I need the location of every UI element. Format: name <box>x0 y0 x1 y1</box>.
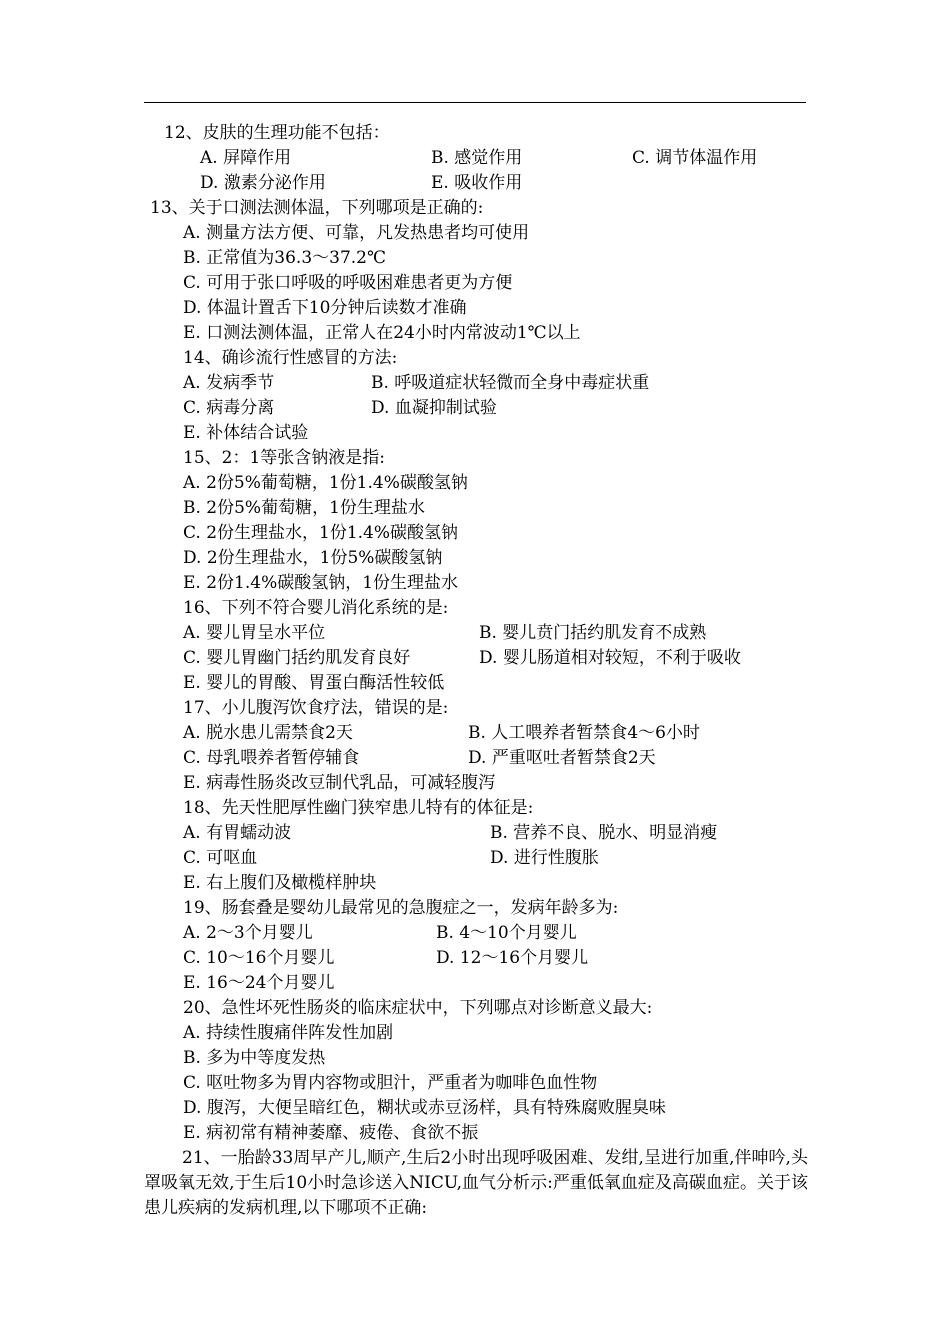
option-row <box>0 321 950 346</box>
option-row <box>0 521 950 546</box>
option-c: C. 调节体温作用 <box>632 148 758 168</box>
option-a: A. 2份5%葡萄糖，1份1.4%碳酸氢钠 <box>183 473 468 493</box>
option-c: C. 2份生理盐水，1份1.4%碳酸氢钠 <box>183 523 459 543</box>
question-16-stem: 16、下列不符合婴儿消化系统的是: <box>183 598 449 618</box>
option-row <box>0 296 950 321</box>
option-row <box>0 1046 950 1071</box>
option-e: E. 16～24个月婴儿 <box>183 973 335 993</box>
question-stem <box>0 896 950 921</box>
question-17-stem: 17、小儿腹泻饮食疗法，错误的是: <box>183 698 449 718</box>
option-row <box>0 1121 950 1146</box>
question-20-stem: 20、急性坏死性肠炎的临床症状中，下列哪点对诊断意义最大: <box>183 998 653 1018</box>
option-row <box>0 646 950 671</box>
option-row <box>0 221 950 246</box>
option-a: A. 有胃蠕动波 <box>183 823 292 843</box>
option-row <box>0 1021 950 1046</box>
option-row <box>0 371 950 396</box>
question-stem <box>0 1146 950 1221</box>
question-stem <box>0 596 950 621</box>
question-18-stem: 18、先天性肥厚性幽门狭窄患儿特有的体征是: <box>183 798 534 818</box>
option-c: C. 可用于张口呼吸的呼吸困难患者更为方便 <box>183 273 513 293</box>
option-b: B. 营养不良、脱水、明显消瘦 <box>490 823 718 843</box>
option-row <box>0 721 950 746</box>
question-15-stem: 15、2：1等张含钠液是指: <box>183 448 385 468</box>
option-c: C. 病毒分离 <box>183 398 275 418</box>
question-21-stem: 21、一胎龄33周早产儿,顺产,生后2小时出现呼吸困难、发绀,呈进行加重,伴呻吟,头罩吸氧无效,于生后10小时急诊送入NICU,血气分析示:严重低氧血症及高碳血症。关于该患儿疾病的发病机理,以下哪项不正确: <box>144 1148 808 1218</box>
option-c: C. 10～16个月婴儿 <box>183 948 335 968</box>
option-row <box>0 771 950 796</box>
option-row <box>0 421 950 446</box>
option-e: E. 口测法测体温，正常人在24小时内常波动1℃以上 <box>183 323 581 343</box>
option-row <box>0 871 950 896</box>
option-d: D. 腹泻，大便呈暗红色，糊状或赤豆汤样，具有特殊腐败腥臭味 <box>183 1098 666 1118</box>
option-b: B. 呼吸道症状轻微而全身中毒症状重 <box>371 373 650 393</box>
option-row <box>0 1096 950 1121</box>
question-13-stem: 13、关于口测法测体温，下列哪项是正确的: <box>150 198 484 218</box>
option-a: A. 测量方法方便、可靠，凡发热患者均可使用 <box>183 223 530 243</box>
option-row <box>0 971 950 996</box>
option-b: B. 正常值为36.3～37.2℃ <box>183 248 387 268</box>
option-row <box>0 396 950 421</box>
option-b: B. 4～10个月婴儿 <box>436 923 577 943</box>
option-c: C. 母乳喂养者暂停辅食 <box>183 748 360 768</box>
option-row <box>0 621 950 646</box>
option-d: D. 激素分泌作用 <box>200 173 326 193</box>
option-d: D. 血凝抑制试验 <box>371 398 497 418</box>
option-e: E. 右上腹们及橄榄样肿块 <box>183 873 377 893</box>
option-row <box>0 496 950 521</box>
option-row <box>0 746 950 771</box>
question-stem <box>0 196 950 221</box>
option-a: A. 屏障作用 <box>200 148 292 168</box>
question-12-stem: 12、皮肤的生理功能不包括： <box>164 123 390 143</box>
option-row <box>0 271 950 296</box>
option-e: E. 补体结合试验 <box>183 423 309 443</box>
option-a: A. 婴儿胃呈水平位 <box>183 623 326 643</box>
header-rule <box>144 102 806 103</box>
option-d: D. 12～16个月婴儿 <box>436 948 589 968</box>
option-row <box>0 171 950 196</box>
option-b: B. 感觉作用 <box>431 148 523 168</box>
option-row <box>0 146 950 171</box>
option-d: D. 进行性腹胀 <box>490 848 599 868</box>
option-b: B. 2份5%葡萄糖，1份生理盐水 <box>183 498 425 518</box>
option-row <box>0 1071 950 1096</box>
question-14-stem: 14、确诊流行性感冒的方法: <box>183 348 398 368</box>
option-c: C. 可呕血 <box>183 848 258 868</box>
question-stem <box>0 446 950 471</box>
option-row <box>0 471 950 496</box>
question-stem <box>0 796 950 821</box>
option-e: E. 病初常有精神萎靡、疲倦、食欲不振 <box>183 1123 479 1143</box>
option-d: D. 严重呕吐者暂禁食2天 <box>468 748 656 768</box>
option-a: A. 脱水患儿需禁食2天 <box>183 723 353 743</box>
option-row <box>0 921 950 946</box>
option-c: C. 呕吐物多为胃内容物或胆汁，严重者为咖啡色血性物 <box>183 1073 598 1093</box>
exam-document <box>0 121 950 1221</box>
option-row <box>0 846 950 871</box>
option-d: D. 体温计置舌下10分钟后读数才准确 <box>183 298 467 318</box>
option-b: B. 婴儿贲门括约肌发育不成熟 <box>479 623 707 643</box>
question-stem <box>0 121 950 146</box>
question-stem <box>0 696 950 721</box>
option-a: A. 2～3个月婴儿 <box>183 923 313 943</box>
option-a: A. 发病季节 <box>183 373 275 393</box>
option-row <box>0 821 950 846</box>
option-b: B. 多为中等度发热 <box>183 1048 326 1068</box>
option-row <box>0 571 950 596</box>
option-c: C. 婴儿胃幽门括约肌发育良好 <box>183 648 411 668</box>
question-19-stem: 19、肠套叠是婴幼儿最常见的急腹症之一，发病年龄多为: <box>183 898 619 918</box>
option-d: D. 婴儿肠道相对较短，不利于吸收 <box>479 648 741 668</box>
option-d: D. 2份生理盐水，1份5%碳酸氢钠 <box>183 548 443 568</box>
question-stem <box>0 346 950 371</box>
option-b: B. 人工喂养者暂禁食4～6小时 <box>468 723 700 743</box>
option-e: E. 吸收作用 <box>431 173 523 193</box>
option-e: E. 婴儿的胃酸、胃蛋白酶活性较低 <box>183 673 445 693</box>
option-row <box>0 671 950 696</box>
option-row <box>0 246 950 271</box>
option-e: E. 病毒性肠炎改豆制代乳品，可减轻腹泻 <box>183 773 496 793</box>
option-row <box>0 946 950 971</box>
question-stem <box>0 996 950 1021</box>
option-row <box>0 546 950 571</box>
option-a: A. 持续性腹痛伴阵发性加剧 <box>183 1023 394 1043</box>
option-e: E. 2份1.4%碳酸氢钠，1份生理盐水 <box>183 573 459 593</box>
